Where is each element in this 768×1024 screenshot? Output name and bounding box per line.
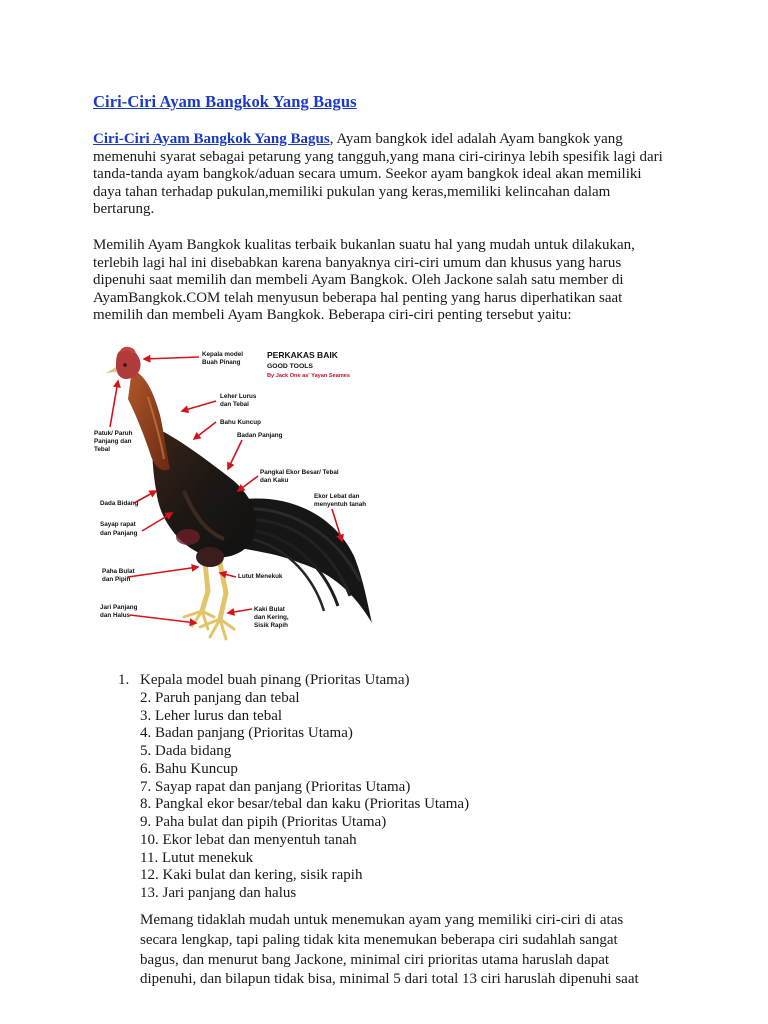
label-jari-1: Jari Panjang <box>100 604 138 611</box>
list-item: 5. Dada bidang <box>140 743 232 759</box>
figure-header-3: By Jack One as' Yayan Seames <box>267 373 351 379</box>
label-badan: Badan Panjang <box>237 432 283 439</box>
label-paha-1: Paha Bulat <box>102 568 135 575</box>
label-patuk-3: Tebal <box>94 446 110 453</box>
label-sayap-1: Sayap rapat <box>100 521 136 528</box>
figure-header-1: PERKAKAS BAIK <box>267 350 338 360</box>
label-pangkal-1: Pangkal Ekor Besar/ Tebal <box>260 469 339 476</box>
label-ekor-1: Ekor Lebat dan <box>314 493 360 500</box>
list-item: 10. Ekor lebat dan menyentuh tanah <box>140 831 357 848</box>
list-item: 3. Leher lurus dan tebal <box>140 707 283 724</box>
label-bahu: Bahu Kuncup <box>220 419 261 426</box>
list-item: 1. Kepala model buah pinang (Prioritas Utama) <box>118 672 410 688</box>
page-title[interactable]: Ciri-Ciri Ayam Bangkok Yang Bagus <box>93 92 357 111</box>
label-dada: Dada Bidang <box>100 500 139 507</box>
label-leher-2: dan Tebal <box>220 401 249 408</box>
list-item: 8. Pangkal ekor besar/tebal dan kaku (Prioritas Utama) <box>140 796 470 813</box>
list-item: 13. Jari panjang dan halus <box>140 885 297 901</box>
rooster-diagram <box>92 341 392 653</box>
paragraph-selection: Memilih Ayam Bangkok kualitas terbaik bukanlan suatu hal yang mudah untuk dilakukan, terlebih lagi hal ini disebabkan karena banyaknya ciri-ciri umum dan khusus yang harus dipenuhi saat memilih dan membeli Ayam Bangkok. Oleh Jackone salah satu member di AyamBangkok.COM telah menyusun beberapa hal penting yang harus diperhatikan saat memilih dan membeli Ayam Bangkok. Beberapa ciri-ciri penting tersebut yaitu: <box>93 237 635 324</box>
features-list <box>118 672 469 903</box>
rooster-head <box>106 348 141 379</box>
label-paha-2: dan Pipih <box>102 576 131 583</box>
list-item: 6. Bahu Kuncup <box>140 760 238 777</box>
label-kaki-2: dan Kering, <box>254 614 289 621</box>
list-item: 7. Sayap rapat dan panjang (Prioritas Utama) <box>140 778 411 795</box>
label-pangkal-2: dan Kaku <box>260 477 289 484</box>
list-item: 2. Paruh panjang dan tebal <box>140 689 300 706</box>
list-item: 4. Badan panjang (Prioritas Utama) <box>140 725 353 742</box>
label-kaki-3: Sisik Rapih <box>254 622 288 629</box>
label-kaki-1: Kaki Bulat <box>254 606 285 613</box>
rooster-legs <box>184 547 234 639</box>
rooster-beak <box>106 367 116 373</box>
intro-text: , Ayam bangkok idel adalah Ayam bangkok yang memenuhi syarat sebagai petarung yang tangguh,yang mana ciri-cirinya lebih spesifik lagi dari tanda-tanda ayam bangkok/aduan secara umum. Seekor ayam bangkok ideal akan memiliki daya tahan terhadap pukulan,memiliki pukulan yang keras,memiliki kelincahan dalam bertarung. <box>93 131 663 218</box>
label-patuk-2: Panjang dan <box>94 438 132 445</box>
label-sayap-2: dan Panjang <box>100 530 138 537</box>
label-ekor-2: menyentuh tanah <box>314 501 367 508</box>
label-kepala-2: Buah Pinang <box>202 359 241 366</box>
label-lutut: Lutut Menekuk <box>238 573 283 580</box>
list-number: 1. <box>118 672 130 688</box>
paragraph-conclusion: Memang tidaklah mudah untuk menemukan ayam yang memiliki ciri-ciri di atas secara lengkap, tapi paling tidak kita menemukan beberapa ciri sudahlah sangat bagus, dan menurut bang Jackone, minimal ciri prioritas utama haruslah dapat dipenuhi, dan bilapun tidak bisa, minimal 5 dari total 13 ciri haruslah dipenuhi saat <box>140 912 639 988</box>
rooster-body <box>152 427 256 557</box>
label-leher-1: Leher Lurus <box>220 393 257 400</box>
intro-link[interactable]: Ciri-Ciri Ayam Bangkok Yang Bagus <box>93 131 330 147</box>
list-item: 12. Kaki bulat dan kering, sisik rapih <box>140 867 363 884</box>
rooster-illustration <box>92 341 392 653</box>
intro-paragraph <box>93 131 673 219</box>
label-patuk-1: Patuk/ Paruh <box>94 430 133 437</box>
label-jari-2: dan Halus <box>100 612 131 619</box>
list-item: 9. Paha bulat dan pipih (Prioritas Utama) <box>140 814 387 830</box>
figure-header-2: GOOD TOOLS <box>267 363 313 370</box>
label-kepala-1: Kepala model <box>202 351 243 358</box>
list-item: 11. Lutut menekuk <box>140 849 254 866</box>
